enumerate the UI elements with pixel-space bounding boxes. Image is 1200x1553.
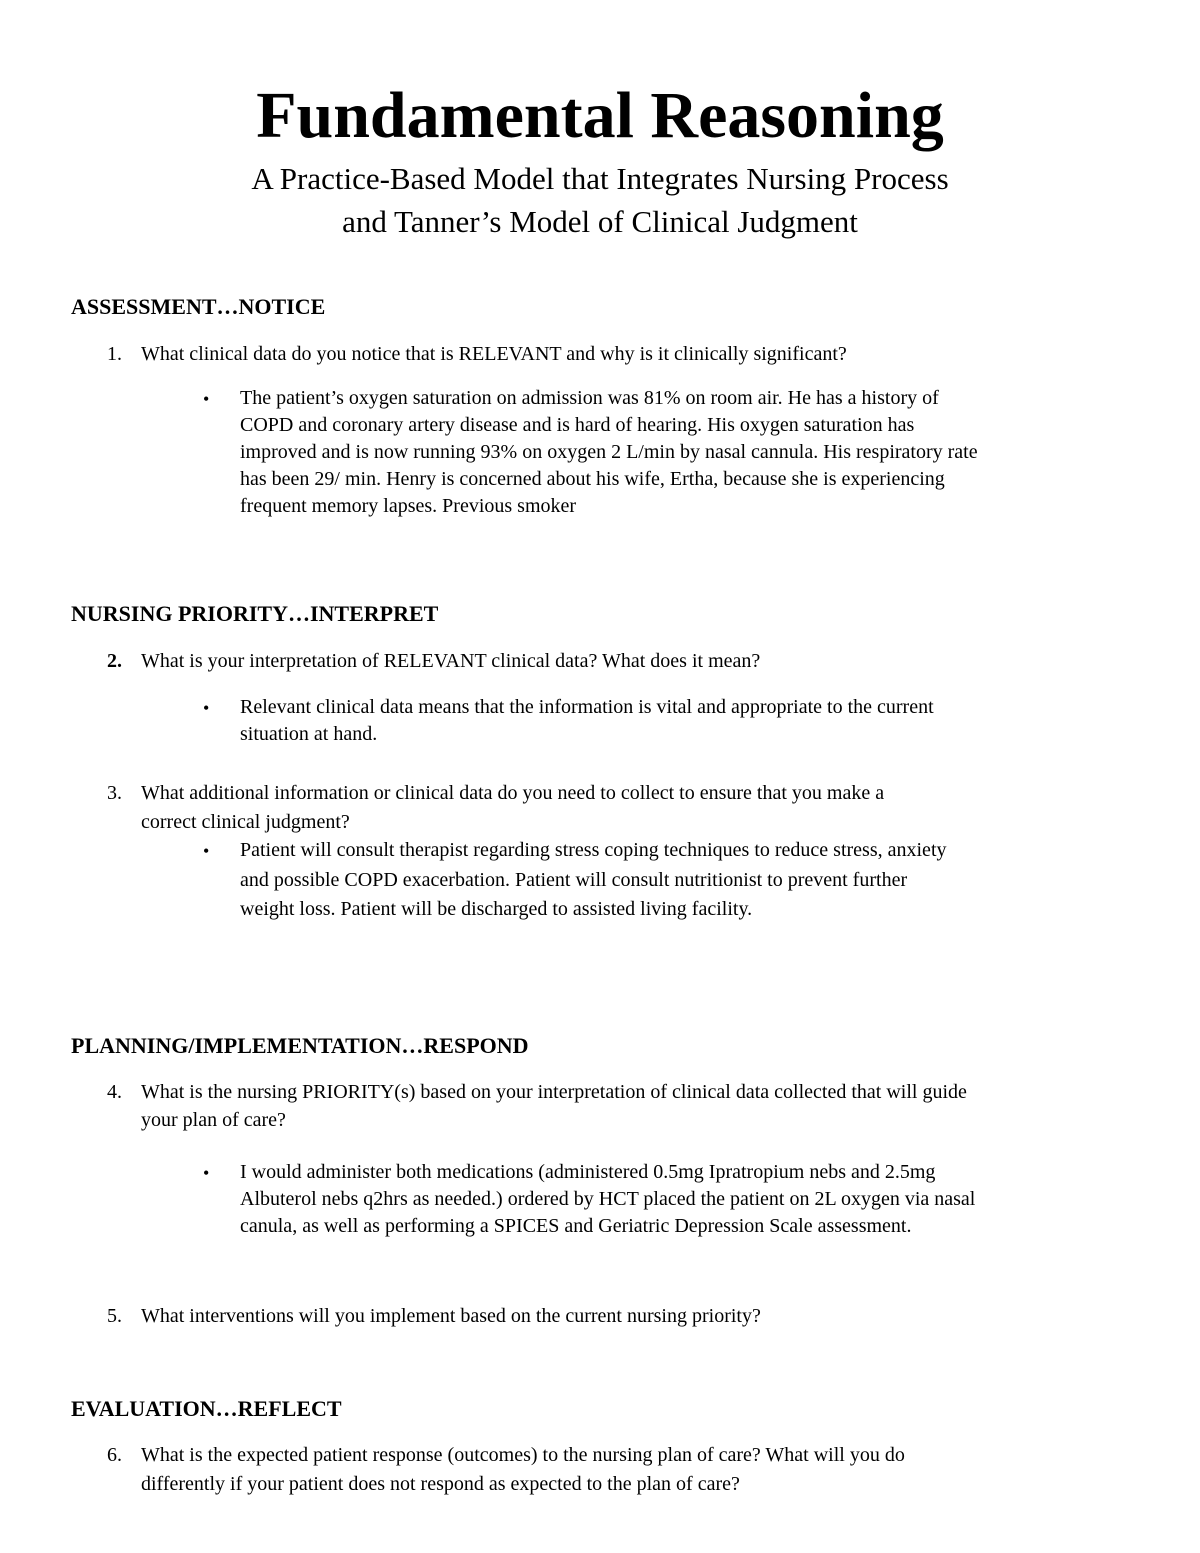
answer-line: has been 29/ min. Henry is concerned about his wife, Ertha, because she is experiencing xyxy=(240,468,945,490)
answer-line: improved and is now running 93% on oxygen 2 L/min by nasal cannula. His respiratory rate xyxy=(240,441,978,463)
question-text: correct clinical judgment? xyxy=(141,811,350,833)
answer-line: Patient will consult therapist regarding stress coping techniques to reduce stress, anxiety xyxy=(240,839,947,861)
question-number: 3. xyxy=(107,782,122,804)
answer-line: situation at hand. xyxy=(240,723,378,745)
question-number: 4. xyxy=(107,1081,122,1103)
answer-line: I would administer both medications (administered 0.5mg Ipratropium nebs and 2.5mg xyxy=(240,1161,936,1183)
answer-line: frequent memory lapses. Previous smoker xyxy=(240,495,577,517)
question-text: What is your interpretation of RELEVANT clinical data? What does it mean? xyxy=(141,650,761,672)
question-text: differently if your patient does not respond as expected to the plan of care? xyxy=(141,1473,740,1495)
bullet-icon: • xyxy=(203,698,210,718)
bullet-icon: • xyxy=(203,841,210,861)
answer-line: canula, as well as performing a SPICES and Geriatric Depression Scale assessment. xyxy=(240,1215,912,1237)
question-text: What interventions will you implement based on the current nursing priority? xyxy=(141,1305,761,1327)
subtitle-line-2: and Tanner’s Model of Clinical Judgment xyxy=(342,204,858,239)
question-number: 6. xyxy=(107,1444,122,1466)
question-number: 5. xyxy=(107,1305,122,1327)
bullet-icon: • xyxy=(203,389,210,409)
section-heading-assessment: ASSESSMENT…NOTICE xyxy=(71,294,326,319)
answer-line: Albuterol nebs q2hrs as needed.) ordered by HCT placed the patient on 2L oxygen via nasal xyxy=(240,1188,976,1210)
section-heading-evaluation: EVALUATION…REFLECT xyxy=(71,1396,342,1421)
answer-line: and possible COPD exacerbation. Patient will consult nutritionist to prevent further xyxy=(240,869,908,891)
question-number: 2. xyxy=(107,650,122,672)
section-heading-planning: PLANNING/IMPLEMENTATION…RESPOND xyxy=(71,1033,529,1058)
question-text: your plan of care? xyxy=(141,1109,286,1131)
answer-line: The patient’s oxygen saturation on admission was 81% on room air. He has a history of xyxy=(240,387,939,409)
answer-line: weight loss. Patient will be discharged to assisted living facility. xyxy=(240,898,753,920)
answer-line: COPD and coronary artery disease and is hard of hearing. His oxygen saturation has xyxy=(240,414,915,436)
bullet-icon: • xyxy=(203,1163,210,1183)
question-text: What is the nursing PRIORITY(s) based on your interpretation of clinical data collected that will guide xyxy=(141,1081,967,1103)
question-text: What clinical data do you notice that is RELEVANT and why is it clinically significant? xyxy=(141,343,847,365)
question-text: What additional information or clinical data do you need to collect to ensure that you make a xyxy=(141,782,885,804)
answer-line: Relevant clinical data means that the information is vital and appropriate to the current xyxy=(240,696,934,718)
page-title: Fundamental Reasoning xyxy=(256,79,944,152)
subtitle-line-1: A Practice-Based Model that Integrates Nursing Process xyxy=(251,161,949,196)
question-number: 1. xyxy=(107,343,122,365)
question-text: What is the expected patient response (outcomes) to the nursing plan of care? What will you do xyxy=(141,1444,905,1466)
section-heading-priority: NURSING PRIORITY…INTERPRET xyxy=(71,601,439,626)
